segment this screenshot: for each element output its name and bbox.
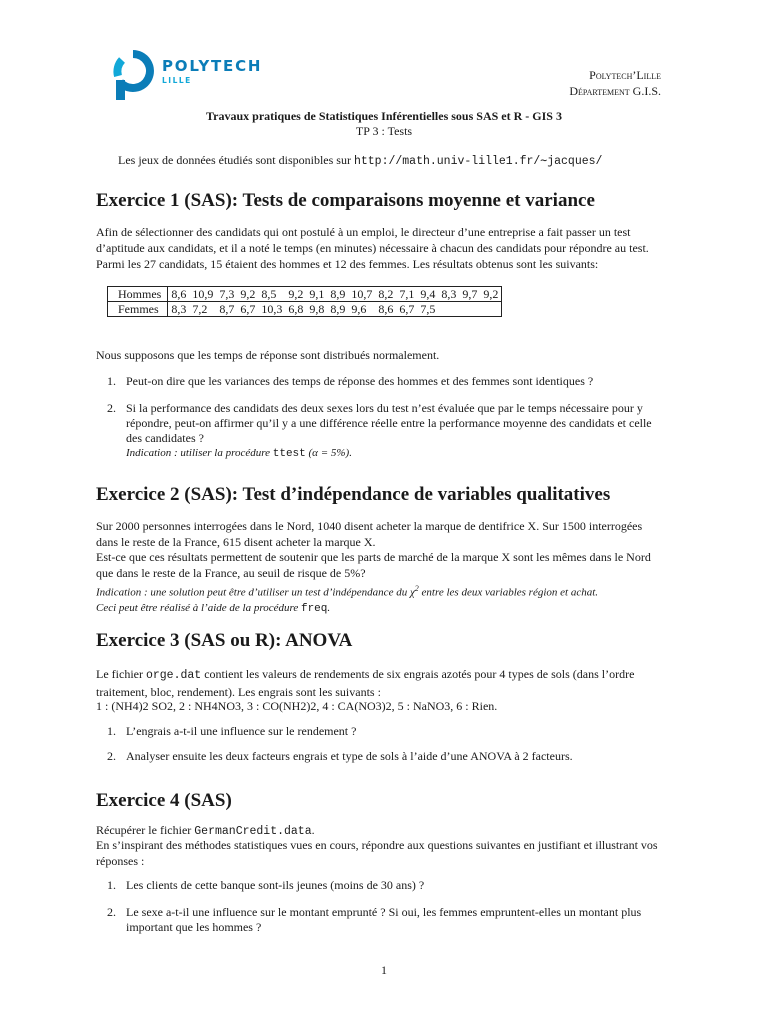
- table-row-femmes: [108, 302, 502, 317]
- list-item: [107, 749, 663, 764]
- table-cell: 9,2: [237, 287, 258, 302]
- table-cell: 8,7: [219, 302, 235, 316]
- data-url-link[interactable]: http://math.univ-lille1.fr/∼jacques/: [353, 155, 603, 168]
- indication-text: Indication : une solution peut être d’utiliser un test d’indépendance du χ: [96, 586, 415, 599]
- procedure-name: freq: [300, 602, 328, 615]
- file-name-germancredit: GermanCredit.data: [194, 825, 312, 838]
- file-name-orge: orge.dat: [145, 669, 202, 682]
- question-text: L’engrais a-t-il une influence sur le rendement ?: [126, 724, 357, 738]
- row-label-hommes: Hommes: [108, 287, 168, 302]
- procedure-name: ttest: [272, 448, 306, 460]
- question-number: 2.: [107, 401, 116, 415]
- indication-alpha: (α = 5%).: [308, 447, 352, 459]
- table-cell: 8,3: [171, 302, 187, 316]
- indication-text: entre les deux variables région et achat.: [418, 586, 599, 599]
- exercise-3-paragraph-2: 1 : (NH4)2 SO2, 2 : NH4NO3, 3 : CO(NH2)2, 4 : CA(NO3)2, 5 : NaNO3, 6 : Rien.: [96, 699, 498, 713]
- list-item: [107, 724, 663, 739]
- header-institution: [569, 67, 661, 99]
- logo-wordmark: POLYTECH: [162, 57, 263, 75]
- exercise-2-paragraph-2: Est-ce que ces résultats permettent de soutenir que les parts de marché de la marque X sont les mêmes dans le Nord que dans le reste de la France, au seuil de risque de 5%?: [96, 550, 651, 580]
- table-cell: 8,5: [258, 287, 285, 302]
- exercise-2-indication: [96, 581, 664, 617]
- row-label-femmes: Femmes: [108, 302, 168, 317]
- table-cell: 7,5: [420, 302, 436, 316]
- list-item: [107, 878, 663, 893]
- table-cell: 8,9: [330, 302, 346, 316]
- table-row-hommes: [108, 287, 502, 302]
- question-text: Analyser ensuite les deux facteurs engrais et type de sols à l’aide d’une ANOVA à 2 facteurs.: [126, 749, 573, 763]
- normality-assumption: Nous supposons que les temps de réponse sont distribués normalement.: [96, 348, 440, 362]
- table-cell: 8,6: [168, 287, 190, 302]
- document-title: Travaux pratiques de Statistiques Inférentielles sous SAS et R - GIS 3: [206, 109, 562, 123]
- intro-line: [118, 152, 678, 170]
- table-cell: 8,9: [327, 287, 348, 302]
- indication-period: .: [327, 601, 331, 614]
- table-cell: 6,8: [288, 302, 304, 316]
- department-name: Département G.I.S.: [569, 84, 661, 98]
- exercise-1-paragraph: Afin de sélectionner des candidats qui ont postulé à un emploi, le directeur d’une entreprise a fait passer un test d’aptitude aux candidats, et il a noté le temps (en minutes) nécessaire à chacun des candidats pour répondre au test. Parmi les 27 candidats, 15 étaient des hommes et 12 des femmes. Les résultats obtenus sont les suivants:: [96, 225, 649, 271]
- table-cell: 9,7: [459, 287, 480, 302]
- paragraph-text: Le fichier: [96, 667, 143, 681]
- list-item: [107, 401, 663, 462]
- paragraph-period: .: [311, 823, 315, 837]
- chi-square-exponent: 2: [414, 584, 419, 593]
- indication-note: [126, 446, 663, 462]
- question-number: 1.: [107, 878, 116, 892]
- polytech-logo-icon: [112, 46, 156, 102]
- institution-name: Polytech’Lille: [589, 68, 661, 82]
- table-cell: 8,3: [438, 287, 459, 302]
- exercise-3-heading: Exercice 3 (SAS ou R): ANOVA: [96, 630, 353, 651]
- paragraph-text: contient les valeurs de rendements de six engrais azotés pour 4 types de sols (dans l’ordre traitement, bloc, rendement). Les engrais sont les suivants :: [96, 667, 635, 699]
- logo-subtitle: LILLE: [162, 76, 192, 85]
- exercise-4-questions: [107, 878, 663, 935]
- exercise-3-questions: [107, 724, 663, 764]
- table-cell: 9,6: [351, 302, 367, 316]
- question-number: 1.: [107, 374, 116, 388]
- exercise-2-heading: Exercice 2 (SAS): Test d’indépendance de variables qualitatives: [96, 484, 611, 505]
- indication-text: Indication : utiliser la procédure: [126, 447, 270, 459]
- question-number: 1.: [107, 724, 116, 738]
- table-cell: 7,3: [216, 287, 237, 302]
- paragraph-text: Récupérer le fichier: [96, 823, 192, 837]
- table-cell: 10,9: [189, 287, 216, 302]
- table-cell: 7,1: [396, 287, 417, 302]
- table-cell: 6,7: [240, 302, 256, 316]
- table-cell: 9,4: [417, 287, 438, 302]
- table-cell: [438, 302, 459, 317]
- question-number: 2.: [107, 749, 116, 763]
- exercise-1-questions: [107, 374, 663, 462]
- table-cell: 8,6: [378, 302, 394, 316]
- table-cell: 9,1: [306, 287, 327, 302]
- document-subtitle: TP 3 : Tests: [355, 124, 413, 138]
- table-cell: 10,3: [261, 302, 283, 316]
- question-number: 2.: [107, 905, 116, 919]
- table-cell: 6,7: [399, 302, 415, 316]
- question-text: Le sexe a-t-il une influence sur le montant emprunté ? Si oui, les femmes empruntent-elles un montant plus important que les hommes ?: [126, 905, 642, 934]
- table-cell: 8,2: [375, 287, 396, 302]
- exercise-4-paragraph-2: En s’inspirant des méthodes statistiques vues en cours, répondre aux questions suivantes en justifiant et illustrant vos réponses :: [96, 838, 658, 868]
- list-item: [107, 905, 663, 935]
- table-cell: 10,7: [348, 287, 375, 302]
- indication-text: Ceci peut être réalisé à l’aide de la procédure: [96, 601, 299, 614]
- exercise-3-paragraph-1: [96, 666, 664, 700]
- polytech-logo: [112, 46, 272, 102]
- list-item: [107, 374, 663, 389]
- table-cell: [480, 302, 502, 317]
- document-title-block: [0, 109, 768, 139]
- question-text: Peut-on dire que les variances des temps de réponse des hommes et des femmes sont identiques ?: [126, 374, 594, 388]
- page-number: 1: [381, 963, 387, 977]
- question-text: Si la performance des candidats des deux sexes lors du test n’est évaluée que par le temps nécessaire pour y répondre, peut-on affirmer qu’il y a une différence réelle entre la performance moyenne des candidats et celle des candidates ?: [126, 401, 652, 445]
- table-cell: 7,2: [192, 302, 208, 316]
- intro-text: Les jeux de données étudiés sont disponibles sur: [118, 153, 351, 167]
- table-cell: [459, 302, 480, 317]
- table-cell: 9,2: [480, 287, 502, 302]
- table-cell: 9,2: [285, 287, 306, 302]
- question-text: Les clients de cette banque sont-ils jeunes (moins de 30 ans) ?: [126, 878, 425, 892]
- exercise-4-heading: Exercice 4 (SAS): [96, 790, 232, 811]
- exercise-2-paragraph-1: Sur 2000 personnes interrogées dans le Nord, 1040 disent acheter la marque de dentifrice X. Sur 1500 interrogées dans le reste de la France, 615 disent acheter la marque X.: [96, 519, 643, 549]
- table-cell: 9,8: [309, 302, 325, 316]
- results-table: [107, 286, 502, 317]
- exercise-1-heading: Exercice 1 (SAS): Tests de comparaisons moyenne et variance: [96, 190, 595, 211]
